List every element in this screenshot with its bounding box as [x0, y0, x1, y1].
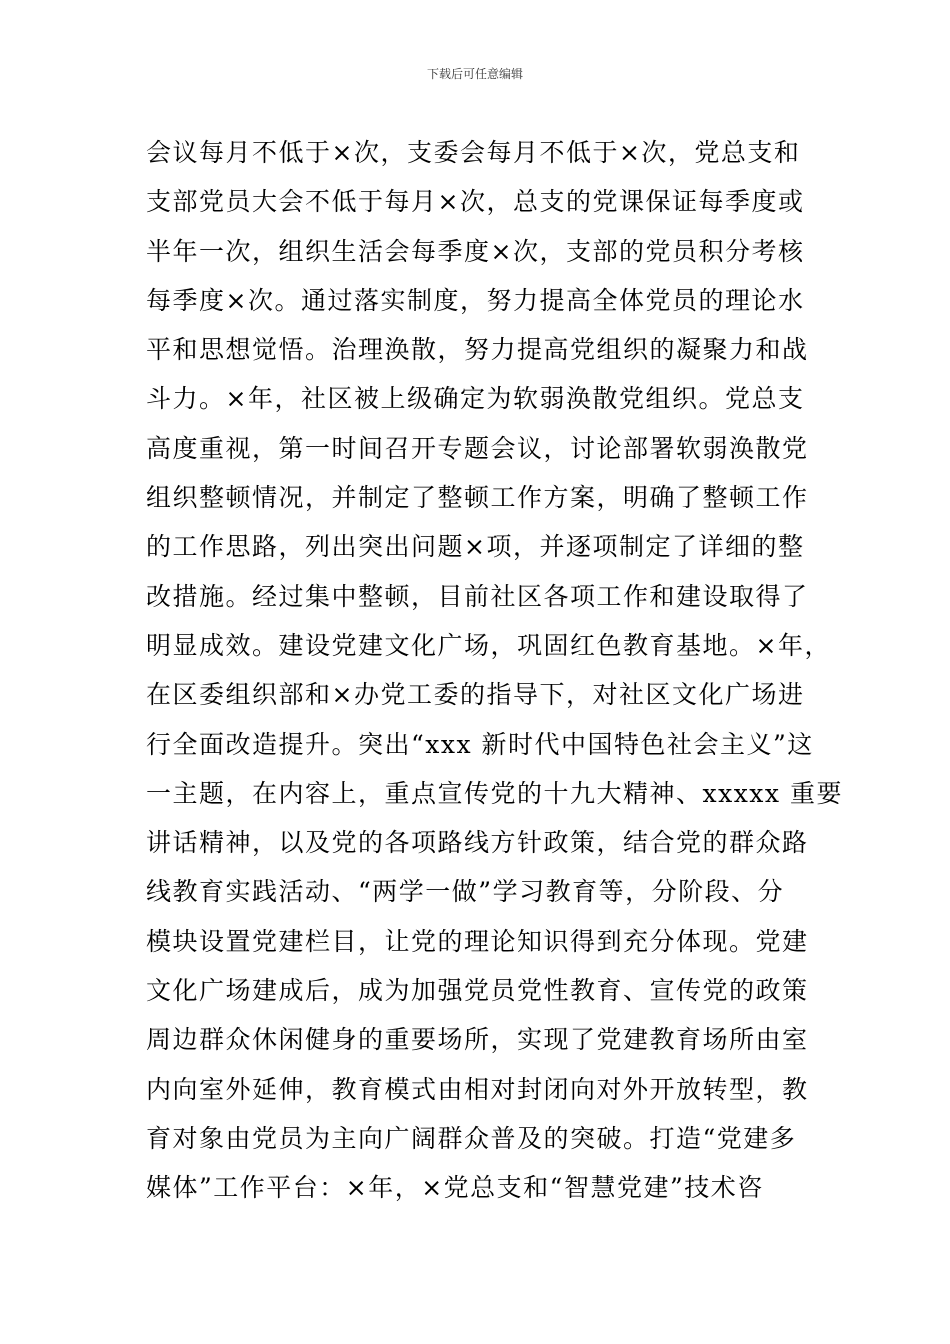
page-header-note: 下载后可任意编辑	[426, 67, 523, 81]
text-line: 讲话精神，以及党的各项路线方针政策，结合党的群众路	[146, 828, 809, 858]
text-line: 明显成效。建设党建文化广场，巩固红色教育基地。×年，	[146, 630, 831, 660]
text-line: 会议每月不低于×次，支委会每月不低于×次，党总支和	[146, 138, 801, 167]
text-line: 媒体”工作平台：×年，×党总支和“智慧党建”技术咨	[146, 1173, 764, 1203]
text-line: 一主题，在内容上，重点宣传党的十九大精神、xxxxx 重要	[146, 778, 843, 808]
text-line: 支部党员大会不低于每月×次，总支的党课保证每季度或	[146, 187, 805, 217]
text-line: 半年一次，组织生活会每季度×次，支部的党员积分考核	[146, 236, 805, 266]
text-line: 斗力。×年，社区被上级确定为软弱涣散党组织。党总支	[146, 384, 805, 414]
text-line: 高度重视，第一时间召开专题会议，讨论部署软弱涣散党	[146, 433, 809, 463]
text-line: 在区委组织部和×办党工委的指导下，对社区文化广场进	[146, 680, 805, 710]
text-line: 周边群众休闲健身的重要场所，实现了党建教育场所由室	[146, 1025, 809, 1055]
text-line: 改措施。经过集中整顿，目前社区各项工作和建设取得了	[146, 581, 809, 611]
text-line: 每季度×次。通过落实制度，努力提高全体党员的理论水	[146, 285, 805, 315]
document-body	[146, 128, 843, 1213]
text-line: 线教育实践活动、“两学一做”学习教育等，分阶段、分	[146, 877, 785, 907]
text-line: 行全面改造提升。突出“xxx 新时代中国特色社会主义”这	[146, 729, 814, 759]
text-line: 模块设置党建栏目，让党的理论知识得到充分体现。党建	[146, 926, 809, 956]
text-line: 的工作思路，列出突出问题×项，并逐项制定了详细的整	[146, 532, 805, 562]
text-line: 内向室外延伸，教育模式由相对封闭向对外开放转型，教	[146, 1074, 809, 1104]
text-line: 文化广场建成后，成为加强党员党性教育、宣传党的政策	[146, 976, 809, 1006]
text-line: 组织整顿情况，并制定了整顿工作方案，明确了整顿工作	[146, 483, 809, 513]
text-line: 平和思想觉悟。治理涣散，努力提高党组织的凝聚力和战	[146, 335, 809, 365]
text-line: 育对象由党员为主向广阔群众普及的突破。打造“党建多	[146, 1123, 797, 1153]
